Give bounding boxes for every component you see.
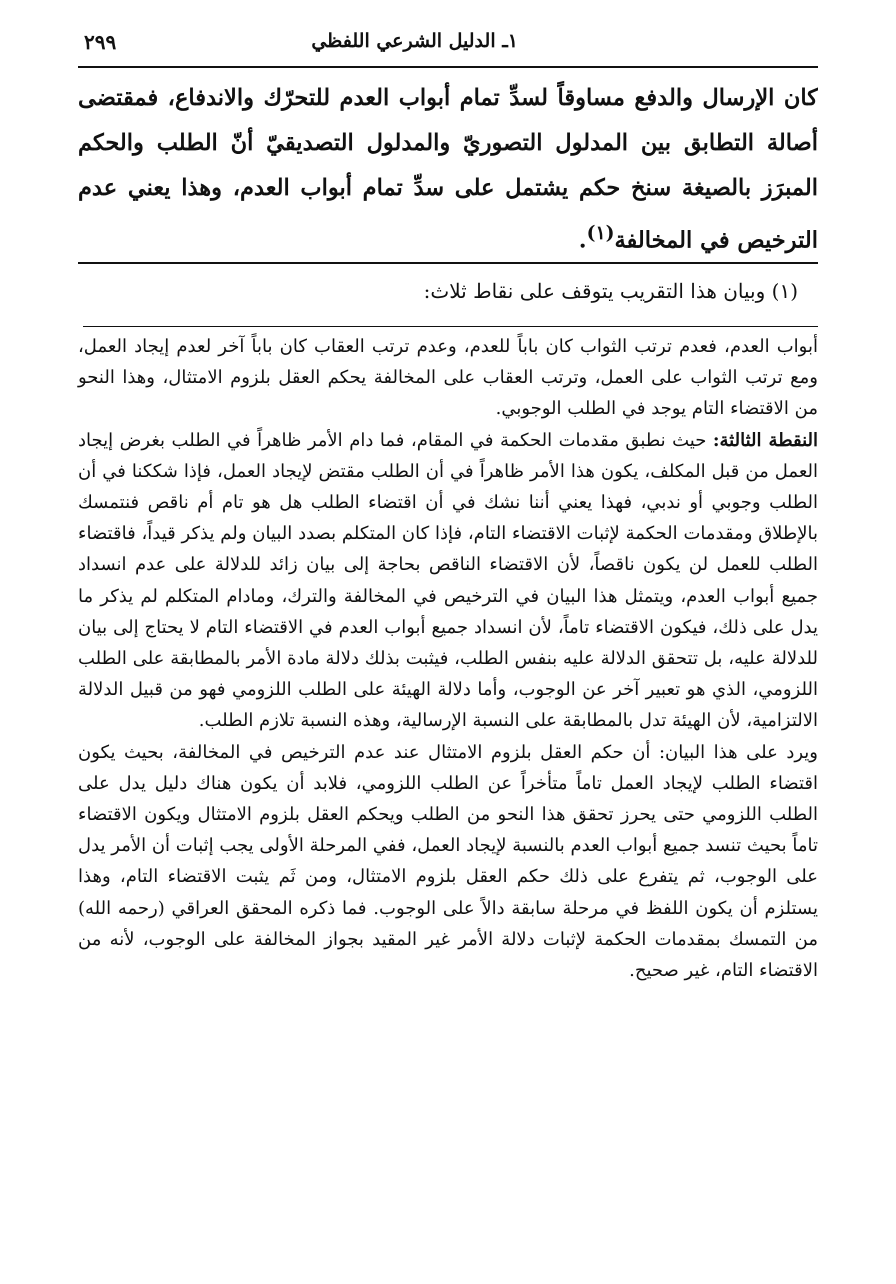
page-number: ٢٩٩ [84,30,117,54]
footnote-paragraph [78,425,818,737]
main-text-end: . [578,227,587,254]
book-page [78,26,818,986]
footnote-body [78,331,818,986]
footnote-continuation-rule [83,326,818,327]
point-three-heading: النقطة الثالثة: [712,429,818,451]
footnote-paragraph: أبواب العدم، فعدم ترتب الثواب كان باباً للعدم، وعدم ترتب العقاب كان باباً آخر لعدم إيجاد العمل، ومع ترتب الثواب على العمل، وترتب العقاب على المخالفة يحكم العقل بلزوم الامتثال، وهذا النحو من الاقتضاء التام يوجد في الطلب الوجوبي. [78,336,818,420]
main-text [78,76,818,256]
footnote-paragraph: ويرد على هذا البيان: أن حكم العقل بلزوم الامتثال عند عدم الترخيص في المخالفة، بحيث يكون اقتضاء الطلب لإيجاد العمل تاماً متأخراً عن الطلب اللزومي، فلابد أن يكون هناك دليل يدل على الطلب اللزومي حتى يحرز تحقق هذا النحو من الطلب ويحكم العقل بلزوم الامتثال ويكون الاقتضاء تاماً بحيث تنسد جميع أبواب العدم بالنسبة لإيجاد العمل، ففي المرحلة الأولى يجب إثبات أن الأمر يدل على الوجوب، ثم يتفرع على ذلك حكم العقل بلزوم الامتثال، ومن ثَم يثبت الاقتضاء التام، وهذا يستلزم أن يكون اللفظ في مرحلة سابقة دالاً على الوجوب. فما ذكره المحقق العراقي (رحمه الله) من التمسك بمقدمات الحكمة لإثبات دلالة الأمر غير المقيد بجواز المخالفة على الوجوب، لأنه من الاقتضاء التام، غير صحيح. [78,741,818,982]
main-text-body: كان الإرسال والدفع مساوقاً لسدِّ تمام أبواب العدم للتحرّك والاندفاع، فمقتضى أصالة التطابق بين المدلول التصوريّ والمدلول التصديقيّ أنّ الطلب والحكم المبرَز بالصيغة سنخ حكم يشتمل على سدِّ تمام أبواب العدم، وهذا يعني عدم الترخيص في المخالفة [78,85,818,254]
footnote-separator [78,262,818,264]
footnote-intro: (١) وبيان هذا التقريب يتوقف على نقاط ثلاث: [423,279,798,303]
page-header [78,26,818,68]
footnote-reference[interactable]: (١) [586,222,615,244]
running-head: ١ـ الدليل الشرعي اللفظي [311,30,518,52]
point-three-text: حيث نطبق مقدمات الحكمة في المقام، فما دام الأمر ظاهراً في الطلب بغرض إيجاد العمل من قبل المكلف، يكون هذا الأمر ظاهراً في أن الطلب مقتض لإيجاد العمل، فإذا شككنا في أن الطلب وجوبي أو ندبي، فهذا يعني أننا نشك في أن اقتضاء الطلب هل هو تام أم ناقص فنتمسك بالإطلاق ومقدمات الحكمة لإثبات الاقتضاء التام، فإذا كان المتكلم بصدد البيان ولم يذكر قيداً، فاقتضاء الطلب للعمل لن يكون ناقصاً، لأن الاقتضاء الناقص بحاجة إلى بيان زائد للدلالة على عدم انسداد جميع أبواب العدم، ويتمثل هذا البيان في الترخيص في المخالفة والترك، ومادام المتكلم لم يذكر ما يدل على ذلك، فيكون الاقتضاء تاماً، لأن انسداد جميع أبواب العدم في الاقتضاء التام لا يحتاج إلى بيان للدلالة عليه، بل تتحقق الدلالة عليه بنفس الطلب، فيثبت بذلك دلالة مادة الأمر بالمطابقة على الطلب اللزومي، الذي هو تعبير آخر عن الوجوب، وأما دلالة الهيئة على الطلب اللزومي فهو من قبيل الدلالة الالتزامية، لأن الهيئة تدل بالمطابقة على النسبة الإرسالية، وهذه النسبة تلازم الطلب. [78,429,819,732]
